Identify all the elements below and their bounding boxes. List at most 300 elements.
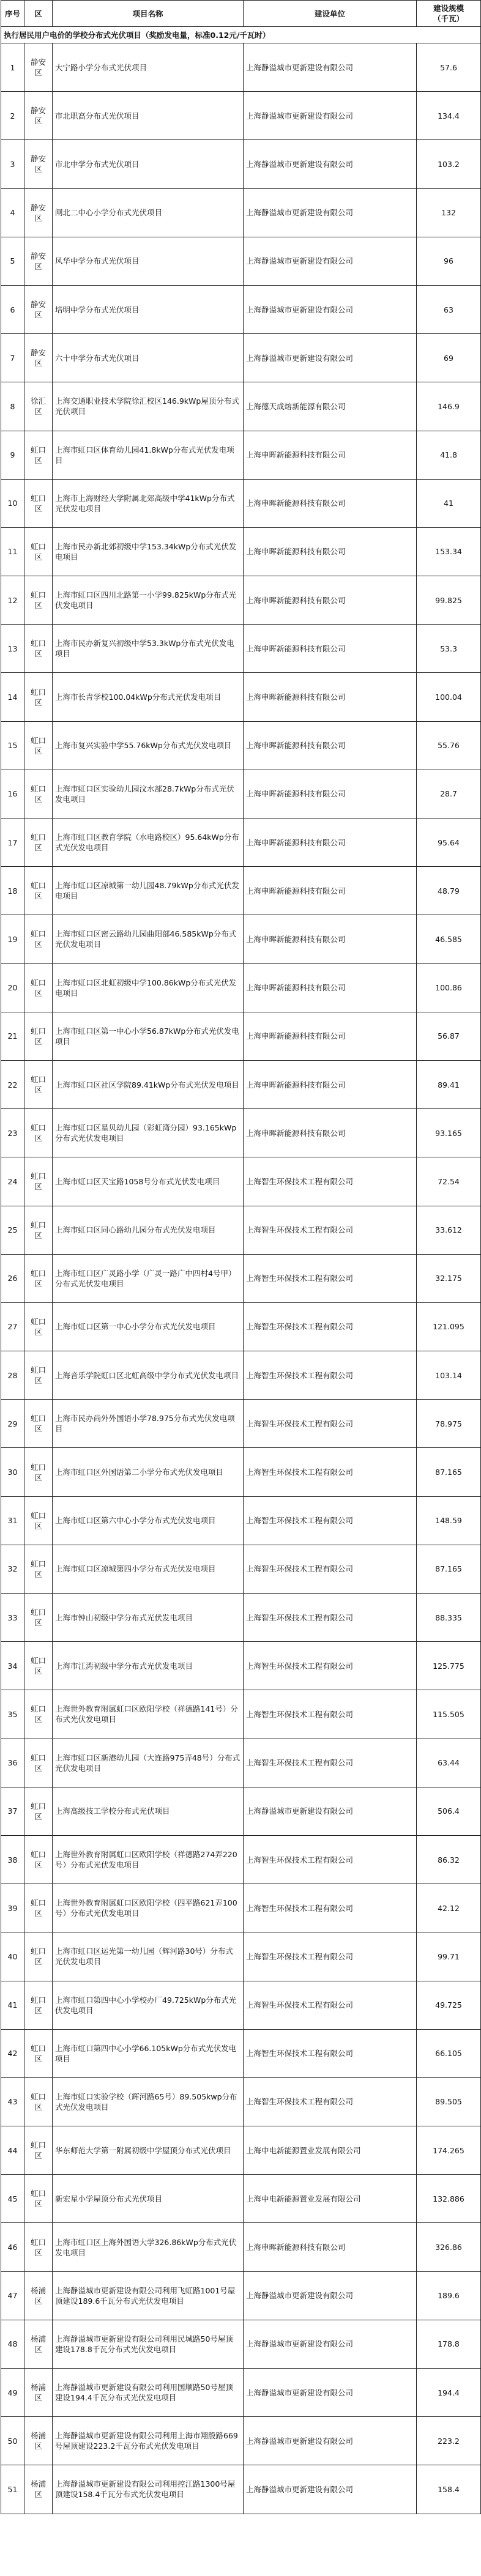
cell-capacity: 66.105 (417, 2029, 481, 2077)
header-district: 区 (24, 1, 53, 27)
cell-district: 虹口区 (24, 818, 53, 867)
table-row (1, 770, 481, 818)
cell-builder: 上海静溢城市更新建设有限公司 (244, 140, 417, 188)
table-row (1, 1254, 481, 1302)
cell-district: 杨浦区 (24, 2417, 53, 2465)
cell-builder: 上海静溢城市更新建设有限公司 (244, 1787, 417, 1835)
cell-project-name: 培明中学分布式光伏项目 (53, 285, 244, 333)
table-row (1, 43, 481, 92)
cell-capacity: 100.86 (417, 963, 481, 1012)
cell-district: 虹口区 (24, 1932, 53, 1981)
table-row (1, 334, 481, 382)
cell-capacity: 69 (417, 334, 481, 382)
cell-district: 徐汇区 (24, 382, 53, 431)
cell-project-name: 上海市虹口区同心路幼儿园分布式光伏发电项目 (53, 1206, 244, 1254)
cell-capacity: 53.3 (417, 625, 481, 673)
cell-index: 6 (1, 285, 24, 333)
cell-builder: 上海中电新能源置业发展有限公司 (244, 2175, 417, 2223)
cell-index: 37 (1, 1787, 24, 1835)
cell-index: 38 (1, 1835, 24, 1884)
cell-builder: 上海申晖新能源科技有限公司 (244, 915, 417, 963)
cell-district: 杨浦区 (24, 2465, 53, 2514)
cell-district: 虹口区 (24, 915, 53, 963)
cell-district: 虹口区 (24, 963, 53, 1012)
cell-builder: 上海静溢城市更新建设有限公司 (244, 2271, 417, 2320)
cell-district: 虹口区 (24, 1545, 53, 1593)
cell-district: 虹口区 (24, 479, 53, 527)
table-row (1, 963, 481, 1012)
cell-builder: 上海静溢城市更新建设有限公司 (244, 2465, 417, 2514)
cell-project-name: 新宏星小学屋顶分布式光伏项目 (53, 2175, 244, 2223)
table-row (1, 2077, 481, 2126)
cell-project-name: 上海静溢城市更新建设有限公司利用民城路50号屋顶建设178.8千瓦分布式光伏发电项目 (53, 2320, 244, 2368)
cell-capacity: 178.8 (417, 2320, 481, 2368)
cell-builder: 上海静溢城市更新建设有限公司 (244, 92, 417, 140)
header-row (1, 1, 481, 27)
cell-project-name: 六十中学分布式光伏项目 (53, 334, 244, 382)
cell-project-name: 上海市虹口实验学校（辉河路65号）89.505kwp分布式光伏发电项目 (53, 2077, 244, 2126)
section-title: 执行居民用户电价的学校分布式光伏项目（奖励发电量，标准0.12元/千瓦时） (1, 27, 481, 43)
cell-district: 虹口区 (24, 1594, 53, 1642)
table-row (1, 1496, 481, 1545)
cell-builder: 上海申晖新能源科技有限公司 (244, 770, 417, 818)
cell-index: 46 (1, 2223, 24, 2271)
cell-index: 43 (1, 2077, 24, 2126)
cell-district: 虹口区 (24, 770, 53, 818)
cell-index: 29 (1, 1400, 24, 1448)
cell-builder: 上海申晖新能源科技有限公司 (244, 721, 417, 770)
table-row (1, 915, 481, 963)
table-row (1, 1012, 481, 1060)
header-idx: 序号 (1, 1, 24, 27)
cell-builder: 上海智生环保技术工程有限公司 (244, 1932, 417, 1981)
cell-district: 虹口区 (24, 2029, 53, 2077)
table-row (1, 1448, 481, 1496)
cell-index: 5 (1, 237, 24, 285)
cell-index: 50 (1, 2417, 24, 2465)
table-row (1, 1932, 481, 1981)
cell-district: 虹口区 (24, 1690, 53, 1739)
table-row (1, 2417, 481, 2465)
cell-builder: 上海申晖新能源科技有限公司 (244, 1109, 417, 1157)
table-row (1, 527, 481, 576)
cell-capacity: 93.165 (417, 1109, 481, 1157)
cell-builder: 上海申晖新能源科技有限公司 (244, 867, 417, 915)
cell-capacity: 103.14 (417, 1351, 481, 1400)
cell-builder: 上海申晖新能源科技有限公司 (244, 527, 417, 576)
cell-builder: 上海智生环保技术工程有限公司 (244, 1835, 417, 1884)
cell-capacity: 189.6 (417, 2271, 481, 2320)
cell-index: 3 (1, 140, 24, 188)
cell-builder: 上海申晖新能源科技有限公司 (244, 1012, 417, 1060)
cell-project-name: 上海市虹口区教育学院（水电路校区）95.64kWp分布式光伏发电项目 (53, 818, 244, 867)
cell-district: 虹口区 (24, 576, 53, 625)
cell-district: 虹口区 (24, 2175, 53, 2223)
cell-builder: 上海智生环保技术工程有限公司 (244, 1351, 417, 1400)
cell-capacity: 49.725 (417, 1981, 481, 2029)
cell-district: 虹口区 (24, 1060, 53, 1108)
table-row (1, 285, 481, 333)
cell-district: 静安区 (24, 237, 53, 285)
cell-builder: 上海智生环保技术工程有限公司 (244, 1496, 417, 1545)
cell-district: 静安区 (24, 43, 53, 92)
cell-district: 虹口区 (24, 2077, 53, 2126)
table-row (1, 1157, 481, 1206)
cell-builder: 上海智生环保技术工程有限公司 (244, 1545, 417, 1593)
table-row (1, 140, 481, 188)
cell-project-name: 上海市虹口区四川北路第一小学99.825kWp分布式光伏发电项目 (53, 576, 244, 625)
table-row (1, 721, 481, 770)
cell-project-name: 上海市虹口区上海外国语大学326.86kWp分布式光伏发电项目 (53, 2223, 244, 2271)
cell-builder: 上海申晖新能源科技有限公司 (244, 818, 417, 867)
cell-capacity: 125.775 (417, 1642, 481, 1690)
cell-builder: 上海静溢城市更新建设有限公司 (244, 2417, 417, 2465)
header-capacity: 建设规模 （千瓦） (417, 1, 481, 27)
cell-capacity: 326.86 (417, 2223, 481, 2271)
cell-district: 静安区 (24, 92, 53, 140)
cell-capacity: 103.2 (417, 140, 481, 188)
cell-capacity: 57.6 (417, 43, 481, 92)
cell-capacity: 89.505 (417, 2077, 481, 2126)
cell-builder: 上海静溢城市更新建设有限公司 (244, 43, 417, 92)
cell-district: 虹口区 (24, 1351, 53, 1400)
cell-index: 51 (1, 2465, 24, 2514)
cell-index: 39 (1, 1884, 24, 1932)
section-row (1, 27, 481, 43)
table-row (1, 188, 481, 237)
cell-index: 4 (1, 188, 24, 237)
cell-index: 30 (1, 1448, 24, 1496)
cell-capacity: 158.4 (417, 2465, 481, 2514)
cell-builder: 上海静溢城市更新建设有限公司 (244, 237, 417, 285)
cell-index: 11 (1, 527, 24, 576)
cell-index: 24 (1, 1157, 24, 1206)
cell-capacity: 41.8 (417, 431, 481, 479)
table-row (1, 1981, 481, 2029)
cell-index: 8 (1, 382, 24, 431)
cell-builder: 上海智生环保技术工程有限公司 (244, 1690, 417, 1739)
cell-project-name: 上海市民办新北郊初级中学153.34kWp分布式光伏发电项目 (53, 527, 244, 576)
table-row (1, 1787, 481, 1835)
cell-project-name: 大宁路小学分布式光伏项目 (53, 43, 244, 92)
table-row (1, 1594, 481, 1642)
cell-district: 虹口区 (24, 1448, 53, 1496)
cell-project-name: 上海高级技工学校分布式光伏项目 (53, 1787, 244, 1835)
cell-project-name: 上海市虹口区第一中心小学56.87kWp分布式光伏发电项目 (53, 1012, 244, 1060)
cell-project-name: 上海市江湾初级中学分布式光伏发电项目 (53, 1642, 244, 1690)
cell-project-name: 上海市虹口区第六中心小学分布式光伏发电项目 (53, 1496, 244, 1545)
cell-builder: 上海智生环保技术工程有限公司 (244, 1400, 417, 1448)
cell-district: 虹口区 (24, 1787, 53, 1835)
cell-capacity: 99.71 (417, 1932, 481, 1981)
table-row (1, 1690, 481, 1739)
cell-capacity: 55.76 (417, 721, 481, 770)
cell-builder: 上海德天成熔新能源有限公司 (244, 382, 417, 431)
cell-capacity: 174.265 (417, 2126, 481, 2175)
cell-builder: 上海申晖新能源科技有限公司 (244, 625, 417, 673)
cell-district: 虹口区 (24, 1012, 53, 1060)
table-row (1, 479, 481, 527)
cell-district: 虹口区 (24, 1981, 53, 2029)
table-row (1, 673, 481, 721)
cell-project-name: 上海市虹口区北虹初级中学100.86kWp分布式光伏发电项目 (53, 963, 244, 1012)
table-row (1, 382, 481, 431)
cell-district: 虹口区 (24, 527, 53, 576)
cell-builder: 上海智生环保技术工程有限公司 (244, 1448, 417, 1496)
cell-project-name: 上海市虹口区外国语第二小学分布式光伏发电项目 (53, 1448, 244, 1496)
cell-capacity: 28.7 (417, 770, 481, 818)
cell-project-name: 上海世外教育附属虹口区欧阳学校（祥德路274弄220号）分布式光伏发电项目 (53, 1835, 244, 1884)
cell-index: 44 (1, 2126, 24, 2175)
table-row (1, 2369, 481, 2417)
cell-district: 虹口区 (24, 1642, 53, 1690)
cell-project-name: 上海市虹口区广灵路小学（广灵一路广中四村4号甲）分布式光伏发电项目 (53, 1254, 244, 1302)
cell-capacity: 63 (417, 285, 481, 333)
cell-capacity: 148.59 (417, 1496, 481, 1545)
cell-builder: 上海智生环保技术工程有限公司 (244, 1157, 417, 1206)
cell-index: 1 (1, 43, 24, 92)
table-row (1, 1835, 481, 1884)
cell-capacity: 87.165 (417, 1448, 481, 1496)
table-row (1, 1739, 481, 1787)
cell-district: 虹口区 (24, 1400, 53, 1448)
cell-district: 虹口区 (24, 1496, 53, 1545)
cell-builder: 上海智生环保技术工程有限公司 (244, 1884, 417, 1932)
cell-index: 15 (1, 721, 24, 770)
cell-index: 31 (1, 1496, 24, 1545)
cell-district: 杨浦区 (24, 2271, 53, 2320)
cell-builder: 上海智生环保技术工程有限公司 (244, 1981, 417, 2029)
cell-district: 虹口区 (24, 1835, 53, 1884)
cell-index: 9 (1, 431, 24, 479)
cell-index: 20 (1, 963, 24, 1012)
cell-capacity: 96 (417, 237, 481, 285)
cell-index: 22 (1, 1060, 24, 1108)
table-row (1, 1060, 481, 1108)
cell-project-name: 闸北二中心小学分布式光伏项目 (53, 188, 244, 237)
cell-index: 13 (1, 625, 24, 673)
cell-capacity: 100.04 (417, 673, 481, 721)
cell-project-name: 上海市虹口区第一中心小学分布式光伏发电项目 (53, 1302, 244, 1351)
cell-district: 静安区 (24, 285, 53, 333)
cell-project-name: 上海市虹口区星贝幼儿园（彩虹湾分园）93.165kWp分布式光伏发电项目 (53, 1109, 244, 1157)
cell-builder: 上海智生环保技术工程有限公司 (244, 1302, 417, 1351)
cell-index: 10 (1, 479, 24, 527)
cell-district: 虹口区 (24, 721, 53, 770)
cell-index: 23 (1, 1109, 24, 1157)
table-row (1, 867, 481, 915)
cell-project-name: 上海市钟山初级中学分布式光伏发电项目 (53, 1594, 244, 1642)
cell-district: 虹口区 (24, 867, 53, 915)
table-row (1, 1545, 481, 1593)
table-row (1, 576, 481, 625)
table-row (1, 1109, 481, 1157)
cell-capacity: 99.825 (417, 576, 481, 625)
cell-builder: 上海静溢城市更新建设有限公司 (244, 2320, 417, 2368)
cell-project-name: 上海静溢城市更新建设有限公司利用控江路1300号屋顶建设158.4千瓦分布式光伏发电项目 (53, 2465, 244, 2514)
cell-index: 42 (1, 2029, 24, 2077)
cell-builder: 上海中电新能源置业发展有限公司 (244, 2126, 417, 2175)
table-row (1, 2029, 481, 2077)
cell-index: 41 (1, 1981, 24, 2029)
cell-builder: 上海申晖新能源科技有限公司 (244, 479, 417, 527)
cell-district: 虹口区 (24, 625, 53, 673)
cell-builder: 上海智生环保技术工程有限公司 (244, 1206, 417, 1254)
table-row (1, 92, 481, 140)
cell-index: 35 (1, 1690, 24, 1739)
cell-capacity: 78.975 (417, 1400, 481, 1448)
cell-capacity: 223.2 (417, 2417, 481, 2465)
cell-capacity: 63.44 (417, 1739, 481, 1787)
cell-project-name: 上海市民办新复兴初级中学53.3kWp分布式光伏发电项目 (53, 625, 244, 673)
cell-project-name: 上海静溢城市更新建设有限公司利用上海市翔殷路669号屋顶建设223.2千瓦分布式光伏发电项目 (53, 2417, 244, 2465)
cell-index: 25 (1, 1206, 24, 1254)
cell-project-name: 上海市虹口区凉城第四小学分布式光伏发电项目 (53, 1545, 244, 1593)
cell-capacity: 89.41 (417, 1060, 481, 1108)
cell-project-name: 风华中学分布式光伏项目 (53, 237, 244, 285)
cell-capacity: 46.585 (417, 915, 481, 963)
cell-index: 12 (1, 576, 24, 625)
cell-index: 45 (1, 2175, 24, 2223)
cell-builder: 上海智生环保技术工程有限公司 (244, 1254, 417, 1302)
table-row (1, 237, 481, 285)
cell-capacity: 134.4 (417, 92, 481, 140)
table-row (1, 2271, 481, 2320)
cell-district: 杨浦区 (24, 2320, 53, 2368)
cell-project-name: 上海静溢城市更新建设有限公司利用国顺路50号屋顶建设194.4千瓦分布式光伏发电项目 (53, 2369, 244, 2417)
cell-builder: 上海智生环保技术工程有限公司 (244, 1642, 417, 1690)
cell-index: 49 (1, 2369, 24, 2417)
cell-district: 虹口区 (24, 1739, 53, 1787)
table-row (1, 2465, 481, 2514)
cell-project-name: 上海市上海财经大学附属北郊高级中学41kWp分布式光伏发电项目 (53, 479, 244, 527)
cell-index: 19 (1, 915, 24, 963)
cell-project-name: 上海市复兴实验中学55.76kWp分布式光伏发电项目 (53, 721, 244, 770)
cell-builder: 上海静溢城市更新建设有限公司 (244, 285, 417, 333)
cell-project-name: 上海市民办尚外外国语小学78.975分布式光伏发电项目 (53, 1400, 244, 1448)
table-row (1, 2175, 481, 2223)
cell-index: 28 (1, 1351, 24, 1400)
table-row (1, 1400, 481, 1448)
cell-project-name: 上海市虹口第四中心小学66.105kWp分布式光伏发电项目 (53, 2029, 244, 2077)
cell-capacity: 88.335 (417, 1594, 481, 1642)
cell-project-name: 上海市虹口区新港幼儿园（大连路975弄48号）分布式光伏发电项目 (53, 1739, 244, 1787)
cell-builder: 上海静溢城市更新建设有限公司 (244, 2369, 417, 2417)
cell-capacity: 95.64 (417, 818, 481, 867)
cell-builder: 上海申晖新能源科技有限公司 (244, 2223, 417, 2271)
cell-district: 虹口区 (24, 2223, 53, 2271)
table-row (1, 2126, 481, 2175)
cell-capacity: 146.9 (417, 382, 481, 431)
cell-index: 27 (1, 1302, 24, 1351)
cell-builder: 上海智生环保技术工程有限公司 (244, 2077, 417, 2126)
cell-district: 虹口区 (24, 1884, 53, 1932)
cell-project-name: 上海市虹口区密云路幼儿园曲阳部46.585kWp分布式光伏发电项目 (53, 915, 244, 963)
cell-index: 18 (1, 867, 24, 915)
table-row (1, 1642, 481, 1690)
cell-capacity: 115.505 (417, 1690, 481, 1739)
cell-project-name: 上海市长青学校100.04kWp分布式光伏发电项目 (53, 673, 244, 721)
table-row (1, 1884, 481, 1932)
cell-district: 静安区 (24, 140, 53, 188)
project-table (1, 0, 481, 2514)
cell-district: 虹口区 (24, 1302, 53, 1351)
cell-builder: 上海申晖新能源科技有限公司 (244, 431, 417, 479)
cell-index: 2 (1, 92, 24, 140)
header-name: 项目名称 (53, 1, 244, 27)
cell-capacity: 121.095 (417, 1302, 481, 1351)
cell-index: 40 (1, 1932, 24, 1981)
cell-district: 虹口区 (24, 431, 53, 479)
cell-capacity: 41 (417, 479, 481, 527)
cell-index: 21 (1, 1012, 24, 1060)
cell-index: 17 (1, 818, 24, 867)
cell-index: 32 (1, 1545, 24, 1593)
cell-district: 虹口区 (24, 1157, 53, 1206)
cell-district: 虹口区 (24, 1206, 53, 1254)
cell-capacity: 87.165 (417, 1545, 481, 1593)
cell-capacity: 33.612 (417, 1206, 481, 1254)
cell-builder: 上海申晖新能源科技有限公司 (244, 673, 417, 721)
cell-district: 静安区 (24, 334, 53, 382)
cell-project-name: 上海市虹口第四中心小学校办厂49.725kWp分布式光伏发电项目 (53, 1981, 244, 2029)
cell-builder: 上海静溢城市更新建设有限公司 (244, 334, 417, 382)
cell-index: 34 (1, 1642, 24, 1690)
cell-project-name: 上海市虹口区运光第一幼儿园（辉河路30号）分布式光伏发电项目 (53, 1932, 244, 1981)
cell-district: 静安区 (24, 188, 53, 237)
cell-index: 48 (1, 2320, 24, 2368)
cell-project-name: 上海市虹口区凉城第一幼儿园48.79kWp分布式光伏发电项目 (53, 867, 244, 915)
cell-project-name: 市北中学分布式光伏项目 (53, 140, 244, 188)
cell-district: 杨浦区 (24, 2369, 53, 2417)
cell-project-name: 上海静溢城市更新建设有限公司利用飞虹路1001号屋顶建设189.6千瓦分布式光伏发电项目 (53, 2271, 244, 2320)
cell-builder: 上海申晖新能源科技有限公司 (244, 963, 417, 1012)
cell-builder: 上海智生环保技术工程有限公司 (244, 2029, 417, 2077)
table-row (1, 1206, 481, 1254)
cell-index: 47 (1, 2271, 24, 2320)
cell-builder: 上海智生环保技术工程有限公司 (244, 1739, 417, 1787)
cell-index: 36 (1, 1739, 24, 1787)
cell-project-name: 市北职高分布式光伏项目 (53, 92, 244, 140)
cell-index: 16 (1, 770, 24, 818)
cell-index: 26 (1, 1254, 24, 1302)
cell-project-name: 华东师范大学第一附属初级中学屋顶分布式光伏项目 (53, 2126, 244, 2175)
cell-capacity: 153.34 (417, 527, 481, 576)
cell-project-name: 上海市虹口区社区学院89.41kWp分布式光伏发电项目 (53, 1060, 244, 1108)
cell-project-name: 上海世外教育附属虹口区欧阳学校（四平路621弄100号）分布式光伏发电项目 (53, 1884, 244, 1932)
cell-project-name: 上海市虹口区天宝路1058号分布式光伏发电项目 (53, 1157, 244, 1206)
cell-capacity: 194.4 (417, 2369, 481, 2417)
cell-capacity: 132 (417, 188, 481, 237)
cell-builder: 上海申晖新能源科技有限公司 (244, 576, 417, 625)
cell-capacity: 506.4 (417, 1787, 481, 1835)
cell-index: 14 (1, 673, 24, 721)
cell-capacity: 32.175 (417, 1254, 481, 1302)
cell-capacity: 86.32 (417, 1835, 481, 1884)
cell-builder: 上海申晖新能源科技有限公司 (244, 1060, 417, 1108)
cell-capacity: 56.87 (417, 1012, 481, 1060)
cell-index: 33 (1, 1594, 24, 1642)
cell-capacity: 48.79 (417, 867, 481, 915)
cell-project-name: 上海交通职业技术学院徐汇校区146.9kWp屋顶分布式光伏项目 (53, 382, 244, 431)
cell-index: 7 (1, 334, 24, 382)
table-row (1, 625, 481, 673)
cell-project-name: 上海世外教育附属虹口区欧阳学校（祥德路141号）分布式光伏发电项目 (53, 1690, 244, 1739)
table-row (1, 431, 481, 479)
cell-district: 虹口区 (24, 1109, 53, 1157)
table-row (1, 2320, 481, 2368)
table-row (1, 818, 481, 867)
